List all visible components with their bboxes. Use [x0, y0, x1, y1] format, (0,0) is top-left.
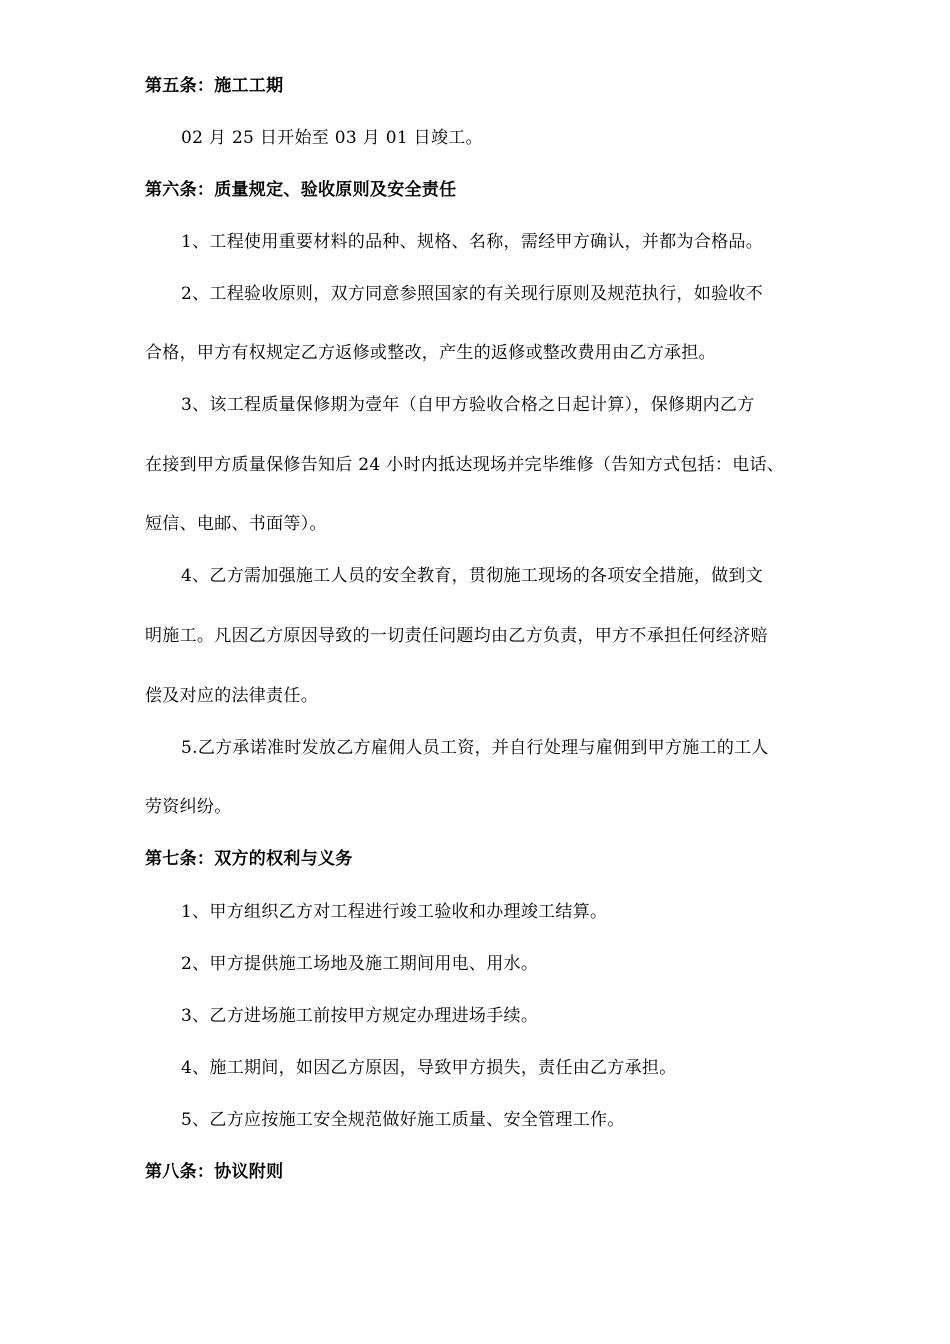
section-6-item-2-line-2: 合格，甲方有权规定乙方返修或整改，产生的返修或整改费用由乙方承担。: [145, 343, 716, 363]
section-6-item-3-line-2: 在接到甲方质量保修告知后 24 小时内抵达现场并完毕维修（告知方式包括：电话、: [145, 455, 785, 475]
section-7-item-4: 4、施工期间，如因乙方原因，导致甲方损失，责任由乙方承担。: [181, 1058, 677, 1078]
section-6-item-4-line-1: 4、乙方需加强施工人员的安全教育，贯彻施工现场的各项安全措施，做到文: [181, 566, 764, 586]
section-6-item-1: 1、工程使用重要材料的品种、规格、名称，需经甲方确认，并都为合格品。: [181, 232, 764, 252]
section-6-item-2-line-1: 2、工程验收原则，双方同意参照国家的有关现行原则及规范执行，如验收不: [181, 284, 764, 304]
section-6-item-3-line-3: 短信、电邮、书面等）。: [145, 514, 327, 534]
section-7-item-3: 3、乙方进场施工前按甲方规定办理进场手续。: [181, 1006, 539, 1026]
section-6-item-5-line-1: 5.乙方承诺准时发放乙方雇佣人员工资，并自行处理与雇佣到甲方施工的工人: [181, 738, 769, 758]
section-7-item-5: 5、乙方应按施工安全规范做好施工质量、安全管理工作。: [181, 1110, 625, 1130]
section-6-item-5-line-2: 劳资纠纷。: [145, 797, 232, 817]
section-7-heading: 第七条：双方的权利与义务: [145, 849, 353, 869]
section-6-item-4-line-2: 明施工。凡因乙方原因导致的一切责任问题均由乙方负责，甲方不承担任何经济赔: [145, 626, 768, 646]
section-7-item-2: 2、甲方提供施工场地及施工期间用电、用水。: [181, 954, 539, 974]
section-7-item-1: 1、甲方组织乙方对工程进行竣工验收和办理竣工结算。: [181, 902, 608, 922]
section-6-item-3-line-1: 3、该工程质量保修期为壹年（自甲方验收合格之日起计算），保修期内乙方: [181, 395, 755, 415]
section-8-heading: 第八条：协议附则: [145, 1162, 284, 1182]
section-5-heading: 第五条：施工工期: [145, 76, 284, 96]
section-6-item-4-line-3: 偿及对应的法律责任。: [145, 686, 318, 706]
section-6-heading: 第六条：质量规定、验收原则及安全责任: [145, 180, 457, 200]
section-5-paragraph: 02 月 25 日开始至 03 月 01 日竣工。: [181, 128, 483, 148]
